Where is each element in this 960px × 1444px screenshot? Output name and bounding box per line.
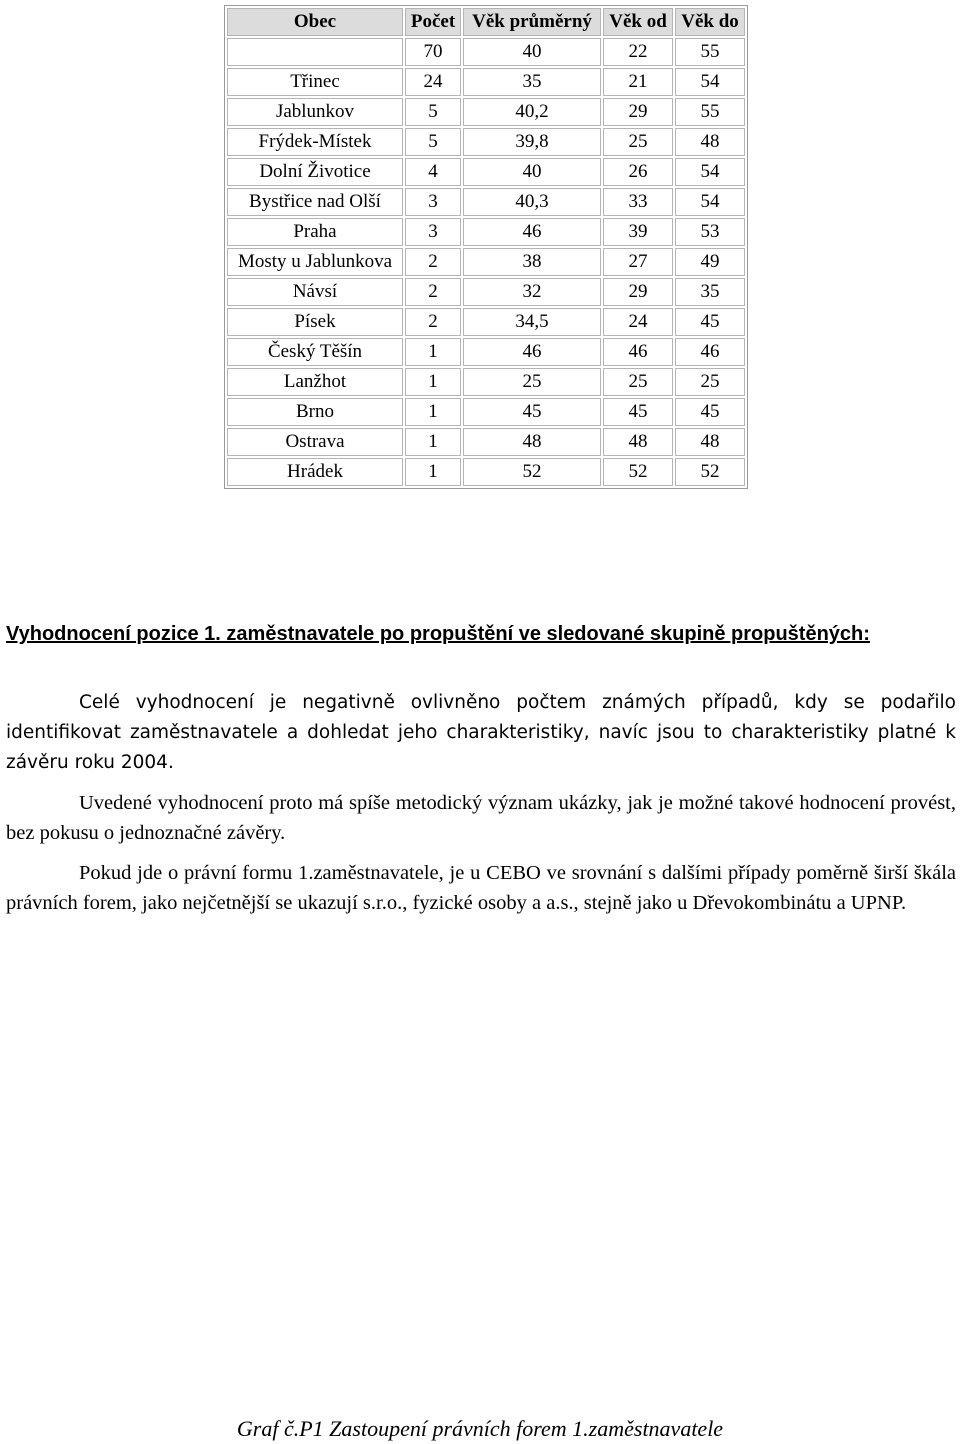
paragraph-evaluation: Celé vyhodnocení je negativně ovlivněno počtem známých případů, kdy se podařilo identifikovat zaměstnavatele a dohledat jeho charakteristiky, navíc jsou to charakteristiky platné k závěru roku 2004. [6,692,956,773]
cell-vek-prumerny: 25 [463,368,601,396]
cell-vek-do: 52 [675,458,745,486]
chart-caption: Graf č.P1 Zastoupení právních forem 1.zaměstnavatele [236,1416,724,1441]
cell-vek-do: 54 [675,188,745,216]
cell-vek-od: 25 [603,128,673,156]
cell-vek-prumerny: 32 [463,278,601,306]
cell-obec: Hrádek [227,458,403,486]
cell-obec: Dolní Životice [227,158,403,186]
cell-vek-od: 45 [603,398,673,426]
header-pocet: Počet [405,8,461,36]
cell-pocet: 2 [405,278,461,306]
cell-vek-do: 54 [675,158,745,186]
cell-pocet: 3 [405,218,461,246]
cell-vek-prumerny: 35 [463,68,601,96]
cell-obec: Frýdek-Místek [227,128,403,156]
cell-vek-od: 39 [603,218,673,246]
cell-vek-od: 25 [603,368,673,396]
table-row [227,38,745,66]
cell-pocet: 1 [405,368,461,396]
cell-pocet: 1 [405,458,461,486]
cell-pocet: 1 [405,428,461,456]
table-row [227,308,745,336]
cell-vek-prumerny: 46 [463,218,601,246]
cell-obec: Ostrava [227,428,403,456]
paragraph-methodology: Uvedené vyhodnocení proto má spíše metodický význam ukázky, jak je možné takové hodnocení provést, bez pokusu o jednoznačné závěry. [6,792,956,844]
cell-pocet: 1 [405,338,461,366]
header-vek-od: Věk od [603,8,673,36]
cell-vek-do: 55 [675,38,745,66]
cell-vek-do: 25 [675,368,745,396]
table-row [227,158,745,186]
section-heading: Vyhodnocení pozice 1. zaměstnavatele po propuštění ve sledované skupině propuštěných: [6,623,870,645]
cell-vek-do: 45 [675,308,745,336]
cell-vek-prumerny: 46 [463,338,601,366]
cell-vek-do: 48 [675,428,745,456]
cell-vek-od: 22 [603,38,673,66]
cell-pocet: 1 [405,398,461,426]
cell-vek-prumerny: 40 [463,38,601,66]
cell-vek-od: 33 [603,188,673,216]
cell-vek-prumerny: 40,2 [463,98,601,126]
cell-vek-prumerny: 40,3 [463,188,601,216]
cell-vek-prumerny: 39,8 [463,128,601,156]
cell-obec: Jablunkov [227,98,403,126]
cell-vek-od: 46 [603,338,673,366]
cell-pocet: 2 [405,308,461,336]
cell-vek-prumerny: 40 [463,158,601,186]
cell-vek-od: 24 [603,308,673,336]
header-vek-prumerny: Věk průměrný [463,8,601,36]
cell-obec: Třinec [227,68,403,96]
cell-vek-prumerny: 38 [463,248,601,276]
cell-vek-od: 27 [603,248,673,276]
table-row [227,458,745,486]
cell-pocet: 24 [405,68,461,96]
cell-pocet: 4 [405,158,461,186]
cell-obec: Bystřice nad Olší [227,188,403,216]
cell-obec: Český Těšín [227,338,403,366]
cell-obec: Praha [227,218,403,246]
table-row [227,128,745,156]
table-row [227,338,745,366]
cell-vek-od: 29 [603,278,673,306]
cell-vek-prumerny: 48 [463,428,601,456]
cell-obec: Lanžhot [227,368,403,396]
table-row [227,398,745,426]
cell-pocet: 5 [405,98,461,126]
paragraph-legal-form: Pokud jde o právní formu 1.zaměstnavatele, je u CEBO ve srovnání s dalšími případy poměrně širší škála právních forem, jako nejčetnější se ukazují s.r.o., fyzické osoby a a.s., stejně jako u Dřevokombinátu a UPNP. [6,862,956,914]
cell-obec: Návsí [227,278,403,306]
cell-vek-od: 52 [603,458,673,486]
table-row [227,188,745,216]
cell-vek-do: 55 [675,98,745,126]
table-row [227,218,745,246]
cell-vek-od: 26 [603,158,673,186]
cell-vek-do: 49 [675,248,745,276]
cell-vek-prumerny: 45 [463,398,601,426]
table-row [227,428,745,456]
cell-vek-do: 35 [675,278,745,306]
table-row [227,68,745,96]
cell-vek-od: 21 [603,68,673,96]
cell-pocet: 70 [405,38,461,66]
cell-obec: Písek [227,308,403,336]
cell-vek-do: 48 [675,128,745,156]
cell-vek-od: 48 [603,428,673,456]
cell-vek-do: 46 [675,338,745,366]
cell-vek-prumerny: 34,5 [463,308,601,336]
table-row [227,278,745,306]
cell-obec: Brno [227,398,403,426]
cell-vek-od: 29 [603,98,673,126]
cell-pocet: 2 [405,248,461,276]
cell-pocet: 5 [405,128,461,156]
header-vek-do: Věk do [675,8,745,36]
table-row [227,248,745,276]
cell-vek-do: 53 [675,218,745,246]
cell-obec: Mosty u Jablunkova [227,248,403,276]
cell-vek-prumerny: 52 [463,458,601,486]
table-row [227,368,745,396]
cell-vek-do: 45 [675,398,745,426]
table-header-row [227,8,745,36]
cell-vek-do: 54 [675,68,745,96]
age-by-municipality-table [224,5,748,489]
cell-pocet: 3 [405,188,461,216]
table-row [227,98,745,126]
table-body [227,38,745,486]
header-obec: Obec [227,8,403,36]
cell-obec [227,38,403,66]
